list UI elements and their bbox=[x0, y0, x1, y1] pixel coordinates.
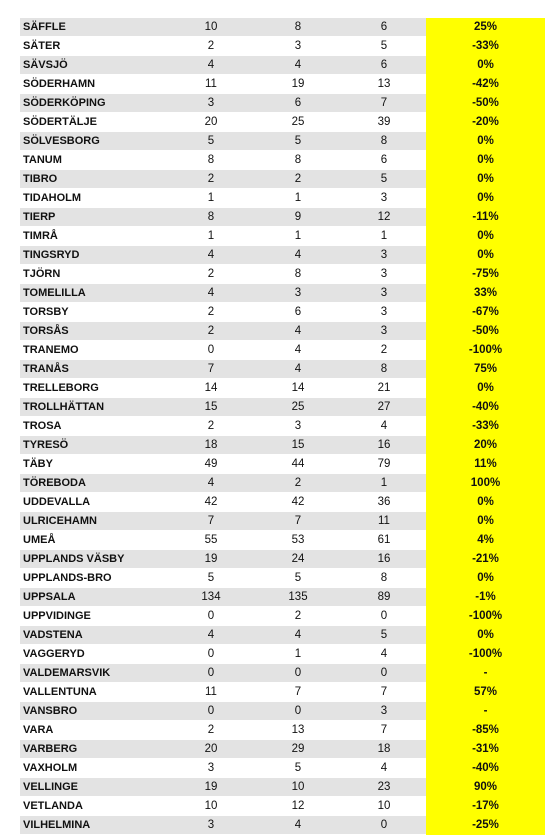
value-cell-2: 135 bbox=[254, 588, 342, 607]
table-row bbox=[20, 683, 545, 702]
value-cell-2: 5 bbox=[254, 759, 342, 778]
value-cell-2: 53 bbox=[254, 531, 342, 550]
percent-change-cell: 0% bbox=[426, 379, 545, 398]
percent-change-cell: 90% bbox=[426, 778, 545, 797]
value-cell-2: 4 bbox=[254, 360, 342, 379]
percent-change-cell: 0% bbox=[426, 132, 545, 151]
municipality-name-cell: SÄTER bbox=[20, 37, 168, 56]
value-cell-2: 2 bbox=[254, 474, 342, 493]
percent-change-cell: -40% bbox=[426, 759, 545, 778]
value-cell-3: 11 bbox=[342, 512, 426, 531]
table-row bbox=[20, 189, 545, 208]
value-cell-3: 1 bbox=[342, 474, 426, 493]
municipality-table bbox=[20, 18, 545, 835]
municipality-name-cell: VANSBRO bbox=[20, 702, 168, 721]
percent-change-cell: -100% bbox=[426, 645, 545, 664]
value-cell-1: 2 bbox=[168, 721, 254, 740]
value-cell-3: 36 bbox=[342, 493, 426, 512]
value-cell-3: 6 bbox=[342, 151, 426, 170]
table-row bbox=[20, 512, 545, 531]
value-cell-3: 39 bbox=[342, 113, 426, 132]
percent-change-cell: -85% bbox=[426, 721, 545, 740]
municipality-name-cell: TRELLEBORG bbox=[20, 379, 168, 398]
municipality-name-cell: TÖREBODA bbox=[20, 474, 168, 493]
percent-change-cell: 0% bbox=[426, 493, 545, 512]
value-cell-2: 19 bbox=[254, 75, 342, 94]
value-cell-3: 5 bbox=[342, 37, 426, 56]
value-cell-2: 15 bbox=[254, 436, 342, 455]
value-cell-1: 0 bbox=[168, 664, 254, 683]
value-cell-1: 42 bbox=[168, 493, 254, 512]
value-cell-2: 29 bbox=[254, 740, 342, 759]
percent-change-cell: 4% bbox=[426, 531, 545, 550]
percent-change-cell: - bbox=[426, 702, 545, 721]
value-cell-1: 11 bbox=[168, 75, 254, 94]
value-cell-3: 79 bbox=[342, 455, 426, 474]
table-row bbox=[20, 759, 545, 778]
table-row bbox=[20, 531, 545, 550]
value-cell-1: 0 bbox=[168, 607, 254, 626]
municipality-name-cell: TORSÅS bbox=[20, 322, 168, 341]
value-cell-3: 21 bbox=[342, 379, 426, 398]
table-row bbox=[20, 588, 545, 607]
value-cell-1: 1 bbox=[168, 189, 254, 208]
percent-change-cell: -21% bbox=[426, 550, 545, 569]
municipality-name-cell: VAGGERYD bbox=[20, 645, 168, 664]
table-row bbox=[20, 436, 545, 455]
value-cell-3: 3 bbox=[342, 702, 426, 721]
percent-change-cell: -42% bbox=[426, 75, 545, 94]
value-cell-1: 0 bbox=[168, 341, 254, 360]
value-cell-3: 10 bbox=[342, 797, 426, 816]
table-row bbox=[20, 132, 545, 151]
value-cell-1: 15 bbox=[168, 398, 254, 417]
municipality-name-cell: VELLINGE bbox=[20, 778, 168, 797]
value-cell-2: 1 bbox=[254, 645, 342, 664]
municipality-name-cell: VALDEMARSVIK bbox=[20, 664, 168, 683]
value-cell-1: 14 bbox=[168, 379, 254, 398]
percent-change-cell: -25% bbox=[426, 816, 545, 835]
value-cell-2: 4 bbox=[254, 341, 342, 360]
percent-change-cell: 0% bbox=[426, 56, 545, 75]
municipality-name-cell: TJÖRN bbox=[20, 265, 168, 284]
value-cell-2: 5 bbox=[254, 569, 342, 588]
percent-change-cell: -20% bbox=[426, 113, 545, 132]
municipality-name-cell: UMEÅ bbox=[20, 531, 168, 550]
value-cell-3: 7 bbox=[342, 683, 426, 702]
value-cell-1: 1 bbox=[168, 227, 254, 246]
value-cell-3: 6 bbox=[342, 18, 426, 37]
municipality-name-cell: TROSA bbox=[20, 417, 168, 436]
value-cell-2: 25 bbox=[254, 113, 342, 132]
percent-change-cell: -67% bbox=[426, 303, 545, 322]
table-row bbox=[20, 151, 545, 170]
value-cell-3: 7 bbox=[342, 94, 426, 113]
municipality-name-cell: TANUM bbox=[20, 151, 168, 170]
value-cell-1: 3 bbox=[168, 759, 254, 778]
value-cell-2: 4 bbox=[254, 322, 342, 341]
percent-change-cell: 25% bbox=[426, 18, 545, 37]
percent-change-cell: 0% bbox=[426, 151, 545, 170]
municipality-name-cell: VILHELMINA bbox=[20, 816, 168, 835]
value-cell-2: 8 bbox=[254, 265, 342, 284]
table-row bbox=[20, 75, 545, 94]
value-cell-3: 23 bbox=[342, 778, 426, 797]
value-cell-1: 20 bbox=[168, 740, 254, 759]
municipality-name-cell: SÄFFLE bbox=[20, 18, 168, 37]
percent-change-cell: 20% bbox=[426, 436, 545, 455]
value-cell-2: 3 bbox=[254, 284, 342, 303]
table-row bbox=[20, 341, 545, 360]
value-cell-2: 25 bbox=[254, 398, 342, 417]
value-cell-3: 3 bbox=[342, 284, 426, 303]
table-row bbox=[20, 284, 545, 303]
table-row bbox=[20, 474, 545, 493]
percent-change-cell: -33% bbox=[426, 37, 545, 56]
percent-change-cell: 57% bbox=[426, 683, 545, 702]
value-cell-2: 5 bbox=[254, 132, 342, 151]
municipality-name-cell: UPPLANDS VÄSBY bbox=[20, 550, 168, 569]
percent-change-cell: 0% bbox=[426, 512, 545, 531]
table-row bbox=[20, 493, 545, 512]
table-row bbox=[20, 721, 545, 740]
table-row bbox=[20, 626, 545, 645]
table-row bbox=[20, 227, 545, 246]
percent-change-cell: -100% bbox=[426, 607, 545, 626]
value-cell-3: 12 bbox=[342, 208, 426, 227]
value-cell-2: 1 bbox=[254, 189, 342, 208]
value-cell-2: 7 bbox=[254, 512, 342, 531]
value-cell-1: 20 bbox=[168, 113, 254, 132]
table-row bbox=[20, 265, 545, 284]
value-cell-3: 27 bbox=[342, 398, 426, 417]
table-body bbox=[20, 18, 545, 835]
value-cell-3: 3 bbox=[342, 265, 426, 284]
table-row bbox=[20, 113, 545, 132]
value-cell-3: 7 bbox=[342, 721, 426, 740]
municipality-name-cell: UPPLANDS-BRO bbox=[20, 569, 168, 588]
municipality-name-cell: VALLENTUNA bbox=[20, 683, 168, 702]
value-cell-3: 0 bbox=[342, 816, 426, 835]
municipality-name-cell: UDDEVALLA bbox=[20, 493, 168, 512]
percent-change-cell: -40% bbox=[426, 398, 545, 417]
percent-change-cell: -33% bbox=[426, 417, 545, 436]
value-cell-3: 3 bbox=[342, 189, 426, 208]
table-row bbox=[20, 18, 545, 37]
municipality-name-cell: SÖDERHAMN bbox=[20, 75, 168, 94]
value-cell-2: 10 bbox=[254, 778, 342, 797]
value-cell-1: 11 bbox=[168, 683, 254, 702]
table-row bbox=[20, 645, 545, 664]
value-cell-1: 4 bbox=[168, 284, 254, 303]
table-row bbox=[20, 816, 545, 835]
value-cell-2: 4 bbox=[254, 56, 342, 75]
municipality-name-cell: SÖDERKÖPING bbox=[20, 94, 168, 113]
value-cell-1: 7 bbox=[168, 360, 254, 379]
municipality-name-cell: TOMELILLA bbox=[20, 284, 168, 303]
value-cell-3: 3 bbox=[342, 322, 426, 341]
value-cell-1: 3 bbox=[168, 816, 254, 835]
value-cell-2: 3 bbox=[254, 37, 342, 56]
table-row bbox=[20, 379, 545, 398]
percent-change-cell: 11% bbox=[426, 455, 545, 474]
percent-change-cell: -50% bbox=[426, 94, 545, 113]
municipality-name-cell: TINGSRYD bbox=[20, 246, 168, 265]
value-cell-2: 2 bbox=[254, 170, 342, 189]
value-cell-3: 18 bbox=[342, 740, 426, 759]
value-cell-2: 42 bbox=[254, 493, 342, 512]
municipality-name-cell: TRANÅS bbox=[20, 360, 168, 379]
table-row bbox=[20, 455, 545, 474]
municipality-name-cell: TIBRO bbox=[20, 170, 168, 189]
value-cell-3: 6 bbox=[342, 56, 426, 75]
value-cell-3: 1 bbox=[342, 227, 426, 246]
municipality-name-cell: TYRESÖ bbox=[20, 436, 168, 455]
percent-change-cell: - bbox=[426, 664, 545, 683]
value-cell-2: 3 bbox=[254, 417, 342, 436]
value-cell-1: 2 bbox=[168, 170, 254, 189]
value-cell-3: 0 bbox=[342, 664, 426, 683]
data-table bbox=[20, 18, 545, 835]
value-cell-2: 24 bbox=[254, 550, 342, 569]
value-cell-1: 19 bbox=[168, 778, 254, 797]
value-cell-2: 6 bbox=[254, 94, 342, 113]
table-row bbox=[20, 569, 545, 588]
municipality-name-cell: VADSTENA bbox=[20, 626, 168, 645]
table-row bbox=[20, 664, 545, 683]
value-cell-3: 5 bbox=[342, 170, 426, 189]
value-cell-1: 4 bbox=[168, 246, 254, 265]
value-cell-2: 44 bbox=[254, 455, 342, 474]
value-cell-2: 14 bbox=[254, 379, 342, 398]
municipality-name-cell: TRANEMO bbox=[20, 341, 168, 360]
percent-change-cell: -31% bbox=[426, 740, 545, 759]
percent-change-cell: 33% bbox=[426, 284, 545, 303]
value-cell-3: 4 bbox=[342, 417, 426, 436]
table-row bbox=[20, 778, 545, 797]
value-cell-2: 12 bbox=[254, 797, 342, 816]
table-row bbox=[20, 702, 545, 721]
municipality-name-cell: SÖLVESBORG bbox=[20, 132, 168, 151]
percent-change-cell: -11% bbox=[426, 208, 545, 227]
percent-change-cell: 0% bbox=[426, 227, 545, 246]
municipality-name-cell: SÖDERTÄLJE bbox=[20, 113, 168, 132]
value-cell-1: 4 bbox=[168, 474, 254, 493]
table-row bbox=[20, 170, 545, 189]
value-cell-1: 2 bbox=[168, 322, 254, 341]
value-cell-3: 61 bbox=[342, 531, 426, 550]
table-row bbox=[20, 56, 545, 75]
value-cell-3: 4 bbox=[342, 645, 426, 664]
value-cell-1: 134 bbox=[168, 588, 254, 607]
value-cell-2: 1 bbox=[254, 227, 342, 246]
value-cell-2: 4 bbox=[254, 816, 342, 835]
table-row bbox=[20, 398, 545, 417]
value-cell-1: 0 bbox=[168, 645, 254, 664]
value-cell-3: 16 bbox=[342, 436, 426, 455]
value-cell-2: 6 bbox=[254, 303, 342, 322]
percent-change-cell: -1% bbox=[426, 588, 545, 607]
value-cell-3: 3 bbox=[342, 303, 426, 322]
table-row bbox=[20, 360, 545, 379]
value-cell-1: 18 bbox=[168, 436, 254, 455]
value-cell-1: 49 bbox=[168, 455, 254, 474]
value-cell-2: 8 bbox=[254, 18, 342, 37]
table-row bbox=[20, 303, 545, 322]
value-cell-3: 89 bbox=[342, 588, 426, 607]
value-cell-2: 8 bbox=[254, 151, 342, 170]
value-cell-1: 4 bbox=[168, 626, 254, 645]
value-cell-1: 4 bbox=[168, 56, 254, 75]
value-cell-1: 3 bbox=[168, 94, 254, 113]
value-cell-1: 2 bbox=[168, 417, 254, 436]
municipality-name-cell: UPPSALA bbox=[20, 588, 168, 607]
municipality-name-cell: UPPVIDINGE bbox=[20, 607, 168, 626]
table-row bbox=[20, 417, 545, 436]
table-row bbox=[20, 607, 545, 626]
municipality-name-cell: VAXHOLM bbox=[20, 759, 168, 778]
value-cell-3: 5 bbox=[342, 626, 426, 645]
municipality-name-cell: TÄBY bbox=[20, 455, 168, 474]
value-cell-3: 8 bbox=[342, 360, 426, 379]
value-cell-2: 2 bbox=[254, 607, 342, 626]
percent-change-cell: -17% bbox=[426, 797, 545, 816]
value-cell-1: 5 bbox=[168, 132, 254, 151]
value-cell-1: 5 bbox=[168, 569, 254, 588]
table-row bbox=[20, 208, 545, 227]
value-cell-3: 16 bbox=[342, 550, 426, 569]
value-cell-1: 55 bbox=[168, 531, 254, 550]
value-cell-3: 0 bbox=[342, 607, 426, 626]
value-cell-3: 2 bbox=[342, 341, 426, 360]
value-cell-1: 10 bbox=[168, 797, 254, 816]
value-cell-3: 8 bbox=[342, 132, 426, 151]
municipality-name-cell: TIDAHOLM bbox=[20, 189, 168, 208]
value-cell-2: 7 bbox=[254, 683, 342, 702]
municipality-name-cell: TROLLHÄTTAN bbox=[20, 398, 168, 417]
table-row bbox=[20, 550, 545, 569]
value-cell-1: 2 bbox=[168, 265, 254, 284]
value-cell-2: 0 bbox=[254, 664, 342, 683]
percent-change-cell: -50% bbox=[426, 322, 545, 341]
value-cell-1: 7 bbox=[168, 512, 254, 531]
municipality-name-cell: TIERP bbox=[20, 208, 168, 227]
percent-change-cell: 0% bbox=[426, 569, 545, 588]
percent-change-cell: -100% bbox=[426, 341, 545, 360]
value-cell-3: 8 bbox=[342, 569, 426, 588]
municipality-name-cell: SÄVSJÖ bbox=[20, 56, 168, 75]
municipality-name-cell: TIMRÅ bbox=[20, 227, 168, 246]
value-cell-1: 8 bbox=[168, 151, 254, 170]
percent-change-cell: 0% bbox=[426, 170, 545, 189]
municipality-name-cell: TORSBY bbox=[20, 303, 168, 322]
value-cell-1: 0 bbox=[168, 702, 254, 721]
value-cell-1: 10 bbox=[168, 18, 254, 37]
value-cell-1: 8 bbox=[168, 208, 254, 227]
percent-change-cell: 0% bbox=[426, 626, 545, 645]
value-cell-3: 3 bbox=[342, 246, 426, 265]
table-row bbox=[20, 37, 545, 56]
municipality-name-cell: VETLANDA bbox=[20, 797, 168, 816]
municipality-name-cell: VARBERG bbox=[20, 740, 168, 759]
value-cell-2: 0 bbox=[254, 702, 342, 721]
table-row bbox=[20, 246, 545, 265]
percent-change-cell: -75% bbox=[426, 265, 545, 284]
table-row bbox=[20, 797, 545, 816]
table-row bbox=[20, 94, 545, 113]
value-cell-1: 19 bbox=[168, 550, 254, 569]
percent-change-cell: 100% bbox=[426, 474, 545, 493]
municipality-name-cell: VARA bbox=[20, 721, 168, 740]
value-cell-1: 2 bbox=[168, 303, 254, 322]
percent-change-cell: 0% bbox=[426, 246, 545, 265]
value-cell-3: 4 bbox=[342, 759, 426, 778]
value-cell-2: 4 bbox=[254, 626, 342, 645]
table-row bbox=[20, 740, 545, 759]
value-cell-2: 13 bbox=[254, 721, 342, 740]
municipality-name-cell: ULRICEHAMN bbox=[20, 512, 168, 531]
value-cell-2: 4 bbox=[254, 246, 342, 265]
value-cell-1: 2 bbox=[168, 37, 254, 56]
table-row bbox=[20, 322, 545, 341]
percent-change-cell: 0% bbox=[426, 189, 545, 208]
percent-change-cell: 75% bbox=[426, 360, 545, 379]
value-cell-3: 13 bbox=[342, 75, 426, 94]
value-cell-2: 9 bbox=[254, 208, 342, 227]
